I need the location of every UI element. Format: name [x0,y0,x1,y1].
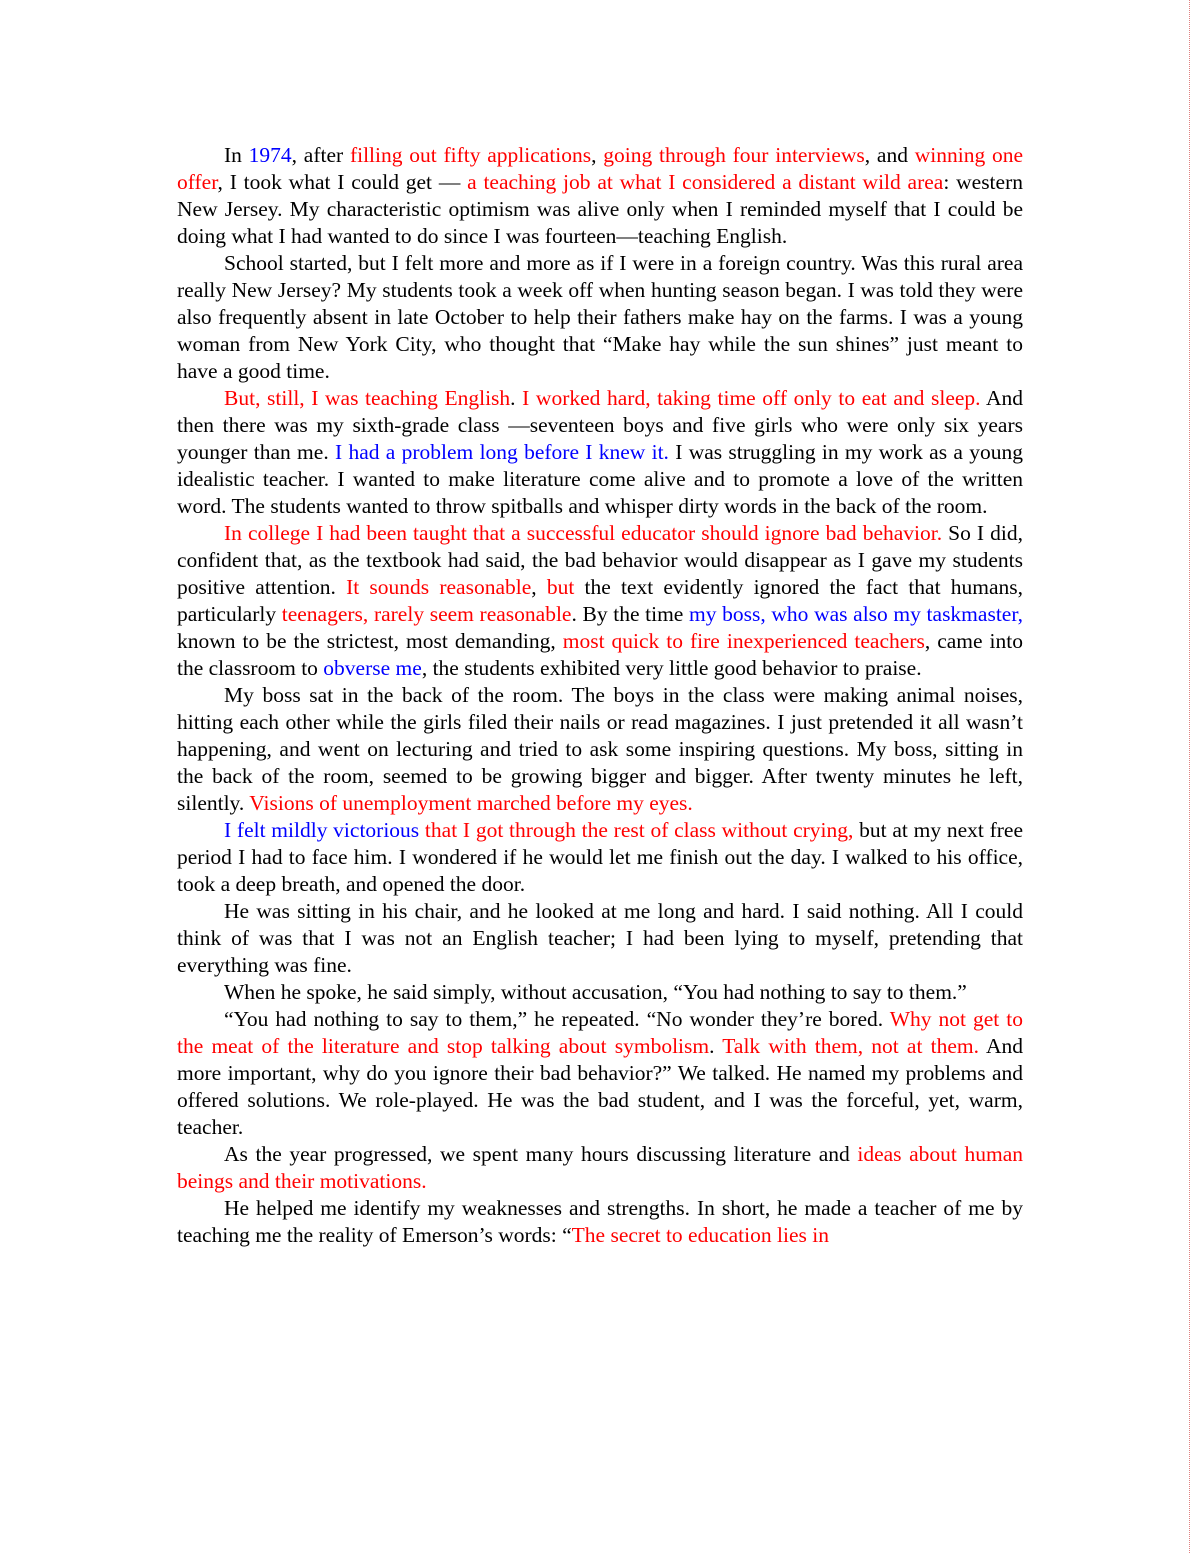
plain-text-segment: “You had nothing to say to them,” he repeated. “No wonder they’re bored. [224,1007,890,1031]
plain-text-segment: , [591,143,604,167]
plain-text-segment: When he spoke, he said simply, without accusation, “You had nothing to say to them.” [224,980,967,1004]
red-highlight-segment: filling out fifty applications [349,143,592,167]
plain-text-segment: , I took what I could get — [217,170,468,194]
red-highlight-segment: ideas about human beings and their motivations. [177,1142,1023,1193]
plain-text-segment: He was sitting in his chair, and he looked at me long and hard. I said nothing. All I could think of was that I was not an English teacher; I had been lying to myself, pretending that everything was fine. [177,899,1023,977]
paragraph-7 [177,898,1023,979]
plain-text-segment: known to be the strictest, most demanding, [177,629,563,653]
paragraph-8 [177,979,1023,1006]
blue-highlight-segment: obverse me [323,656,422,680]
red-highlight-segment: I worked hard, taking time off only to eat and sleep. [522,386,981,410]
blue-highlight-segment: I had a problem long before I knew it. [335,440,669,464]
red-highlight-segment: most quick to fire inexperienced teachers [562,629,925,653]
red-highlight-segment: a teaching job at what I considered a distant wild area [467,170,944,194]
paragraph-6 [177,817,1023,898]
plain-text-segment: the text evidently ignored the fact that humans, particularly [177,575,1024,626]
red-highlight-segment: going through four interviews [603,143,865,167]
blue-highlight-segment: I felt mildly victorious [224,818,420,842]
plain-text-segment: So I did, confident that, as the textbook had said, the bad behavior would disappear as I gave my students positive attention. [177,521,1023,599]
plain-text-segment: My boss sat in the back of the room. The boys in the class were making animal noises, hitting each other while the girls filed their nails or read magazines. I just pretended it all wasn’t happening, and went on lecturing and tried to ask some inspiring questions. My boss, sitting in the back of the room, seemed to be growing bigger and bigger. After twenty minutes he left, silently. [177,683,1023,815]
essay-body [177,142,1023,1249]
plain-text-segment: And more important, why do you ignore their bad behavior?” We talked. He named my problems and offered solutions. We role-played. He was the bad student, and I was the forceful, yet, warm, teacher. [177,1034,1023,1139]
plain-text-segment: I was struggling in my work as a young idealistic teacher. I wanted to make literature come alive and to promote a love of the written word. The students wanted to throw spitballs and whisper dirty words in the back of the room. [177,440,1023,518]
paragraph-10 [177,1141,1023,1195]
paragraph-3 [177,385,1023,520]
paragraph-2 [177,250,1023,385]
plain-text-segment: : western New Jersey. My characteristic optimism was alive only when I reminded myself that I could be doing what I had wanted to do since I was fourteen—teaching English. [177,170,1023,248]
red-highlight-segment: In college I had been taught that a successful educator should ignore bad behavior. [224,521,943,545]
plain-text-segment: In [224,143,249,167]
plain-text-segment: As the year progressed, we spent many hours discussing literature and [224,1142,858,1166]
red-highlight-segment: The secret to education lies in [571,1223,829,1247]
red-highlight-segment: It sounds reasonable [346,575,532,599]
paragraph-11 [177,1195,1023,1249]
red-highlight-segment: But, still, I was teaching English [224,386,511,410]
plain-text-segment: , and [864,143,915,167]
paragraph-5 [177,682,1023,817]
margin-guide-line [1189,0,1190,1553]
plain-text-segment: , [531,575,547,599]
blue-highlight-segment: my boss, who was also my taskmaster, [689,602,1024,626]
plain-text-segment: . [510,386,523,410]
plain-text-segment: And then there was my sixth-grade class —seventeen boys and five girls who were only six years younger than me. [177,386,1023,464]
paragraph-9 [177,1006,1023,1141]
paragraph-4 [177,520,1023,682]
blue-highlight-segment: 1974 [248,143,292,167]
plain-text-segment: , came into the classroom to [177,629,1023,680]
plain-text-segment: , the students exhibited very little good behavior to praise. [421,656,922,680]
plain-text-segment: He helped me identify my weaknesses and strengths. In short, he made a teacher of me by teaching me the reality of Emerson’s words: “ [177,1196,1023,1247]
plain-text-segment: . [709,1034,723,1058]
plain-text-segment: School started, but I felt more and more as if I were in a foreign country. Was this rural area really New Jersey? My students took a week off when hunting season began. I was told they were also frequently absent in late October to help their fathers make hay on the farms. I was a young woman from New York City, who thought that “Make hay while the sun shines” just meant to have a good time. [177,251,1023,383]
red-highlight-segment: teenagers, rarely seem reasonable [281,602,572,626]
red-highlight-segment: Visions of unemployment marched before my eyes. [249,791,693,815]
plain-text-segment: but at my next free period I had to face him. I wondered if he would let me finish out the day. I walked to his office, took a deep breath, and opened the door. [177,818,1024,896]
red-highlight-segment: that I got through the rest of class without crying, [419,818,854,842]
red-highlight-segment: but [546,575,575,599]
red-highlight-segment: winning one offer [177,143,1023,194]
plain-text-segment: , after [291,143,350,167]
paragraph-1 [177,142,1023,250]
plain-text-segment: . By the time [571,602,690,626]
red-highlight-segment: Why not get to the meat of the literature and stop talking about symbolism [177,1007,1023,1058]
red-highlight-segment: Talk with them, not at them. [722,1034,979,1058]
